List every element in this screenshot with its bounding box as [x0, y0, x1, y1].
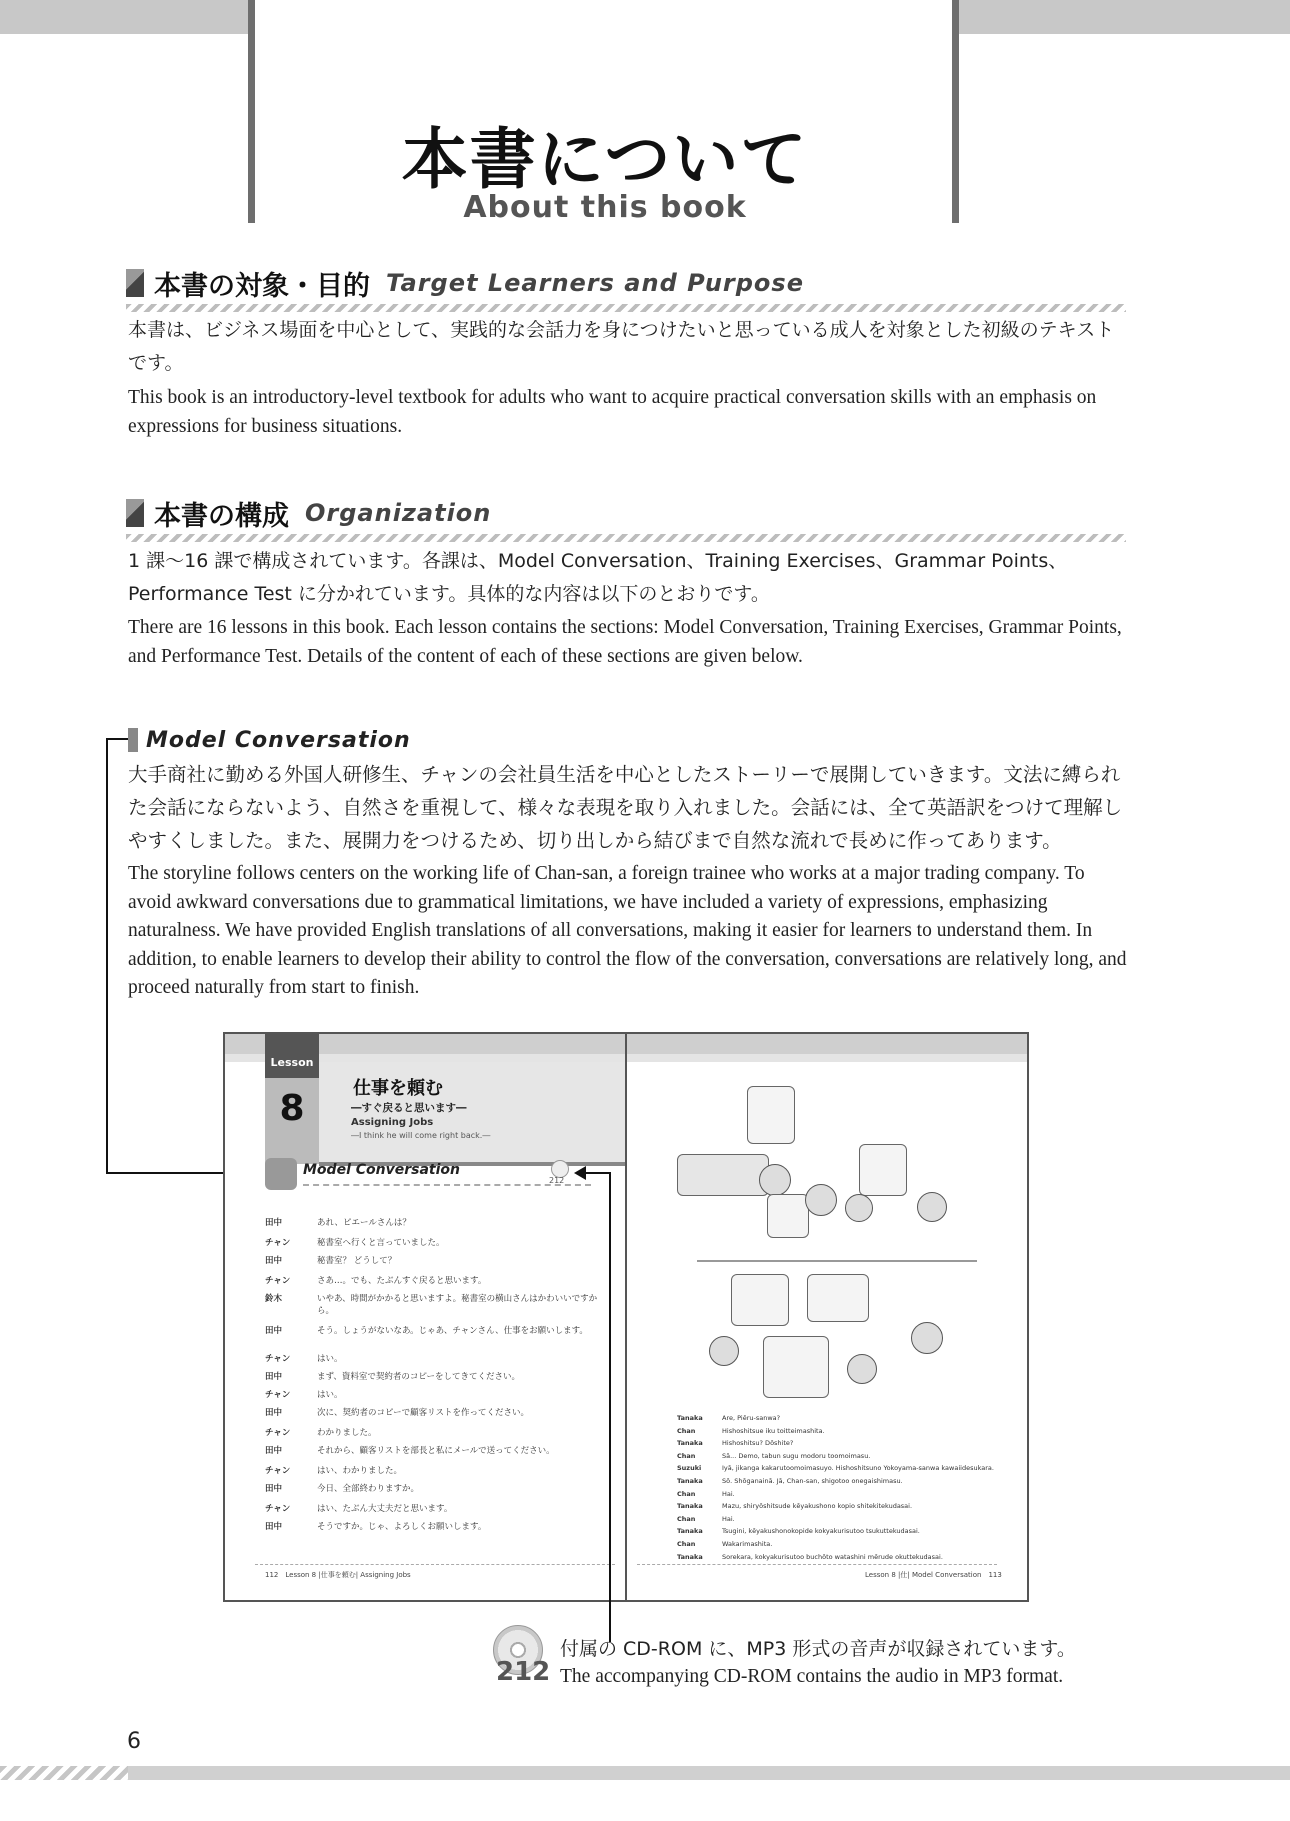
person-figure — [709, 1336, 739, 1366]
illustration-divider — [697, 1260, 977, 1262]
dialogue-line: 今日、全部終わりますか。 — [317, 1484, 420, 1494]
section-heading-jp: 本書の構成 — [154, 500, 289, 532]
dialogue-line: いやあ、時間がかかると思いますよ。秘書室の横山さんはかわいいですから。 — [317, 1294, 598, 1316]
romaji-line: Sā... Demo, tabun sugu modoru toomoimasu. — [722, 1451, 871, 1460]
romaji-speaker: Chan — [677, 1514, 696, 1523]
dialogue-line: そう。しょうがないなあ。じゃあ、チャンさん、仕事をお願いします。 — [317, 1326, 588, 1336]
illustration-panel — [807, 1274, 869, 1322]
dialogue-speaker: 田中 — [265, 1256, 283, 1266]
romaji-line: Mazu, shiryōshitsude kēyakushono kopio shitekitekudasai. — [722, 1502, 913, 1511]
romaji-speaker: Chan — [677, 1540, 696, 1548]
callout-line — [106, 738, 128, 740]
romaji-line: Sorekara, kokyakurisutoo buchōto watashini mērude okuttekudasai. — [722, 1552, 943, 1561]
spread-footer-left: 112 Lesson 8 |仕事を頼む| Assigning Jobs — [265, 1571, 411, 1579]
romaji-speaker: Tanaka — [677, 1439, 703, 1448]
dialogue-line: それから、顧客リストを部長と私にメールで送ってください。 — [317, 1446, 555, 1456]
person-figure — [917, 1192, 947, 1222]
person-figure — [847, 1354, 877, 1384]
dialogue-speaker: 田中 — [265, 1372, 283, 1382]
romaji-line: Hai. — [722, 1514, 735, 1523]
romaji-speaker: Chan — [677, 1426, 696, 1435]
cd-note-en: The accompanying CD-ROM contains the audio in MP3 format. — [560, 1666, 1064, 1687]
romaji-line: Hishoshitsue iku toitteimashita. — [722, 1426, 825, 1435]
dialogue-line: はい。 — [317, 1390, 343, 1400]
illustration-panel — [747, 1086, 795, 1144]
title-frame-right-bar — [952, 0, 959, 223]
romaji-speaker: Tanaka — [677, 1527, 703, 1536]
dialogue-line: 次に、契約者のコピーで顧客リストを作ってください。 — [317, 1408, 529, 1418]
dialogue-line: あれ、ピエールさんは？ — [317, 1218, 411, 1228]
dialogue-speaker: チャン — [265, 1354, 291, 1364]
dialogue-line: 秘書室へ行くと言っていました。 — [317, 1238, 445, 1248]
illustration-desk — [677, 1154, 769, 1196]
footer-band — [128, 1766, 1290, 1780]
title-frame — [255, 0, 952, 34]
dialogue-speaker: 田中 — [265, 1446, 283, 1456]
title-frame-left-bar — [248, 0, 255, 223]
person-figure — [845, 1194, 873, 1222]
dialogue-speaker: チャン — [265, 1276, 291, 1286]
romaji-speaker: Suzuki — [677, 1464, 702, 1473]
romaji-line: Hishoshitsu? Dōshite? — [722, 1439, 794, 1448]
romaji-line: Iyā, jikanga kakarutoomoimasuyo. Hishoshitsuno Yokoyama-sanwa kawaiidesukara. — [722, 1464, 994, 1473]
sample-spread — [223, 1032, 1029, 1602]
section-heading-target — [126, 263, 804, 303]
model-conversation-text-jp: 大手商社に勤める外国人研修生、チャンの会社員生活を中心としたストーリーで展開していきます。文法に縛られた会話にならないよう、自然さを重視して、様々な表現を取り入れました。会話には、全て英語訳をつけて理解しやすくしました。また、展開力をつけるため、切り出しから結びまで自然な流れで長めに作ってあります。 — [128, 763, 1123, 852]
spread-footer-rule — [255, 1564, 615, 1566]
spread-footer-rule — [637, 1564, 997, 1566]
cd-track-number: 212 — [496, 1657, 551, 1687]
illustration-panel — [767, 1194, 809, 1238]
section-heading-jp: 本書の対象・目的 — [154, 270, 370, 302]
page-subtitle: About this book — [463, 190, 747, 225]
footer-hatch — [0, 1766, 128, 1780]
dialogue-line: はい、たぶん大丈夫だと思います。 — [317, 1504, 453, 1514]
section-text-jp: 1 課〜16 課で構成されています。各課は、Model Conversation、Training Exercises、Grammar Points、Performance Test に分かれています。具体的な内容は以下のとおりです。 — [128, 550, 1068, 605]
dialogue-speaker: 鈴木 — [265, 1294, 283, 1304]
callout-line — [586, 1172, 611, 1174]
lesson-number: 8 — [279, 1088, 305, 1129]
dialogue-speaker: チャン — [265, 1428, 291, 1438]
page-number: 6 — [127, 1729, 141, 1754]
callout-line — [609, 1172, 611, 1642]
romaji-speaker: Tanaka — [677, 1477, 703, 1485]
romaji-speaker: Chan — [677, 1451, 696, 1460]
spread-band — [627, 1034, 1027, 1054]
dialogue-speaker: 田中 — [265, 1408, 283, 1418]
dialogue-speaker: チャン — [265, 1504, 291, 1514]
spread-band — [627, 1054, 1027, 1062]
romaji-line: Wakarimashita. — [722, 1540, 773, 1548]
dialogue-line: はい。 — [317, 1354, 343, 1364]
romaji-line: Sō. Shōganainā. Jā, Chan-san, shigotoo onegaishimasu. — [722, 1477, 903, 1485]
callout-line — [106, 738, 108, 1174]
section-text-en: This book is an introductory-level textbook for adults who want to acquire practical conversation skills with an emphasis on expressions for business situations. — [128, 387, 1097, 437]
lesson-title-en: Assigning Jobs — [351, 1117, 434, 1128]
lesson-title: 仕事を頼む — [353, 1078, 443, 1099]
section-text-jp: 本書は、ビジネス場面を中心として、実践的な会話力を身につけたいと思っている成人を対象とした初級のテキストです。 — [128, 319, 1115, 374]
dialogue-speaker: チャン — [265, 1390, 291, 1400]
conversation-icon — [265, 1158, 297, 1190]
dialogue-speaker: チャン — [265, 1238, 291, 1248]
dialogue-line: 秘書室？ どうして？ — [317, 1256, 397, 1266]
callout-arrow-icon — [574, 1166, 586, 1180]
spread-section-label: Model Conversation — [303, 1162, 460, 1178]
romaji-speaker: Tanaka — [677, 1502, 703, 1511]
romaji-speaker: Chan — [677, 1489, 696, 1498]
illustration-panel — [763, 1336, 829, 1398]
dialogue-line: そうですか。じゃ、よろしくお願いします。 — [317, 1522, 487, 1532]
romaji-line: Tsugini, kēyakushonokopide kokyakurisutoo tsukuttekudasai. — [722, 1527, 920, 1536]
dialogue-speaker: 田中 — [265, 1218, 283, 1228]
dialogue-line: はい、わかりました。 — [317, 1466, 403, 1476]
lesson-subtitle: ―すぐ戻ると思います― — [351, 1102, 467, 1114]
illustration-panel — [859, 1144, 907, 1196]
illustration-panel — [731, 1274, 789, 1326]
romaji-line: Hai. — [722, 1489, 735, 1498]
model-conversation-heading — [128, 726, 411, 754]
spread-divider — [303, 1184, 591, 1187]
section-text-en: There are 16 lessons in this book. Each lesson contains the sections: Model Conversation, Training Exercises, Grammar Points, and Performance Test. Details of the content of each of these sections are given below. — [128, 617, 1122, 667]
section-divider — [126, 534, 1126, 542]
office-illustration — [677, 1074, 997, 1414]
dialogue-speaker: 田中 — [265, 1326, 283, 1336]
person-figure — [805, 1184, 837, 1216]
spread-footer-right: Lesson 8 |仕| Model Conversation 113 — [865, 1571, 1002, 1579]
dialogue-speaker: 田中 — [265, 1522, 283, 1532]
dialogue-speaker: 田中 — [265, 1484, 283, 1494]
dialogue-line: さあ…。でも、たぶんすぐ戻ると思います。 — [317, 1276, 487, 1286]
section-marker-icon — [126, 499, 144, 527]
dialogue-line: わかりました。 — [317, 1428, 377, 1438]
romaji-line: Are, Piēru-sanwa? — [722, 1414, 781, 1422]
person-figure — [911, 1322, 943, 1354]
dialogue-speaker: チャン — [265, 1466, 291, 1476]
model-conversation-text-en: The storyline follows centers on the working life of Chan-san, a foreign trainee who works at a major trading company. To avoid awkward conversations due to grammatical limitations, we have included a variety of expressions, emphasizing naturalness. We have provided English translations of all conversations, making it easier for learners to understand them. In addition, to enable learners to develop their ability to control the flow of the conversation, conversations are relatively long, and proceed naturally from start to finish. — [128, 863, 1127, 998]
spread-track-number: 212 — [549, 1176, 565, 1185]
romaji-speaker: Tanaka — [677, 1552, 703, 1561]
section-heading-en: Target Learners and Purpose — [386, 269, 804, 297]
model-conversation-title: Model Conversation — [146, 727, 411, 753]
subheading-marker-icon — [128, 728, 138, 752]
romaji-speaker: Tanaka — [677, 1414, 703, 1422]
page-title: 本書について — [401, 121, 809, 198]
dialogue-line: まず、資料室で契約者のコピーをしてきてください。 — [317, 1372, 520, 1382]
lesson-word: Lesson — [270, 1056, 314, 1069]
section-marker-icon — [126, 269, 144, 297]
person-figure — [759, 1164, 791, 1196]
spread-fold — [625, 1034, 627, 1600]
section-divider — [126, 304, 1126, 312]
lesson-subtitle-en: ―I think he will come right back.― — [351, 1131, 491, 1140]
cd-note-jp: 付属の CD-ROM に、MP3 形式の音声が収録されています。 — [560, 1638, 1076, 1660]
section-heading-organization — [126, 493, 491, 533]
section-heading-en: Organization — [305, 499, 492, 527]
